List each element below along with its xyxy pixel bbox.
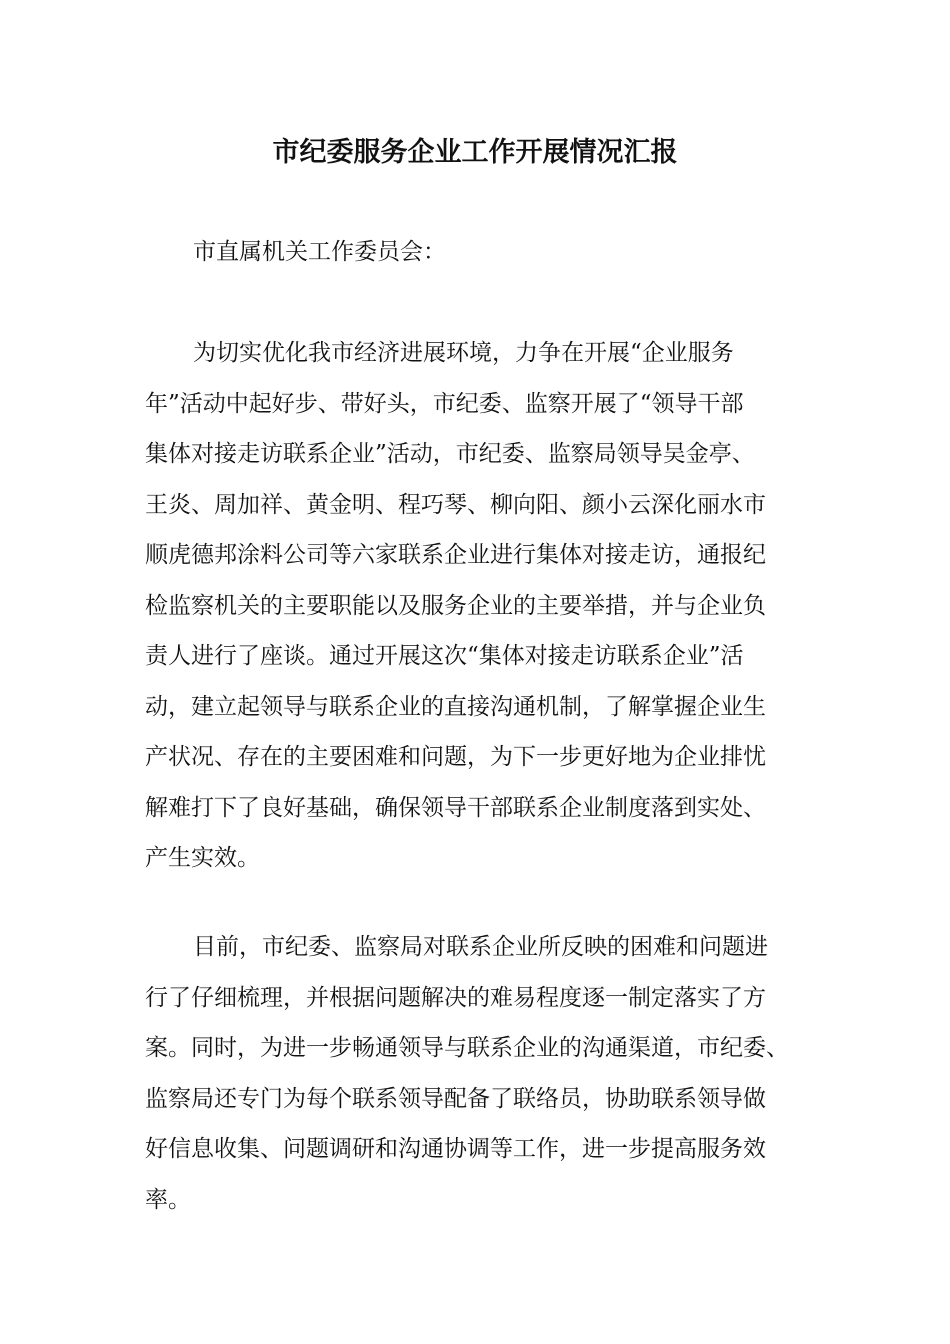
paragraph-line: 率。	[145, 1186, 191, 1213]
paragraph-line: 好信息收集、问题调研和沟通协调等工作，进一步提高服务效	[145, 1136, 766, 1162]
paragraph-line: 年”活动中起好步、带好头，市纪委、监察开展了“领导干部	[145, 390, 744, 417]
paragraph-line: 检监察机关的主要职能以及服务企业的主要举措，并与企业负	[145, 592, 766, 619]
paragraph-line: 顺虎德邦涂料公司等六家联系企业进行集体对接走访，通报纪	[145, 542, 766, 568]
paragraph-line: 集体对接走访联系企业”活动，市纪委、监察局领导吴金亭、	[145, 441, 755, 467]
body-paragraph-1	[145, 328, 825, 884]
document-title: 市纪委服务企业工作开展情况汇报	[272, 137, 678, 168]
paragraph-line: 王炎、周加祥、黄金明、程巧琴、柳向阳、颜小云深化丽水市	[145, 491, 766, 518]
salutation: 市直属机关工作委员会：	[193, 239, 446, 265]
paragraph-line: 行了仔细梳理，并根据问题解决的难易程度逐一制定落实了方	[145, 984, 766, 1011]
paragraph-line: 责人进行了座谈。通过开展这次“集体对接走访联系企业”活	[145, 643, 744, 669]
paragraph-line: 产生实效。	[145, 845, 260, 871]
paragraph-line: 动，建立起领导与联系企业的直接沟通机制，了解掌握企业生	[145, 693, 766, 720]
paragraph-line: 产状况、存在的主要困难和问题，为下一步更好地为企业排忧	[145, 744, 766, 770]
paragraph-line: 监察局还专门为每个联系领导配备了联络员，协助联系领导做	[145, 1085, 766, 1112]
paragraph-line: 案。同时，为进一步畅通领导与联系企业的沟通渠道，市纪委、	[145, 1035, 789, 1061]
body-paragraph-2	[145, 922, 825, 1225]
paragraph-line: 目前，市纪委、监察局对联系企业所反映的困难和问题进	[193, 934, 768, 960]
paragraph-line: 为切实优化我市经济进展环境，力争在开展“企业服务	[193, 340, 734, 366]
paragraph-line: 解难打下了良好基础，确保领导干部联系企业制度落到实处、	[145, 794, 766, 821]
